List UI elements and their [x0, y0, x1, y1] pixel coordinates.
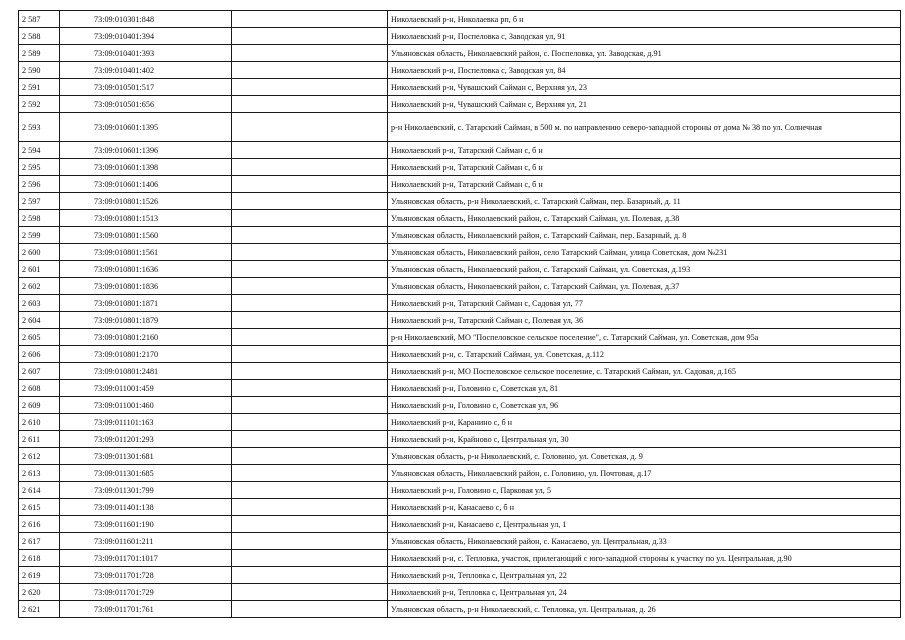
table-row: [19, 601, 901, 618]
row-number-cell: 2 611: [19, 431, 60, 448]
address-cell: Николаевский р-н, Каранино с, б н: [388, 414, 901, 431]
address-cell: Ульяновская область, р-н Николаевский, с. Головино, ул. Советская, д. 9: [388, 448, 901, 465]
address-cell: Ульяновская область, Николаевский район, с. Канасаево, ул. Центральная, д.33: [388, 533, 901, 550]
cadastral-number-cell: 73:09:010601:1395: [60, 113, 232, 142]
cadastral-number-cell: 73:09:011001:460: [60, 397, 232, 414]
row-number-cell: 2 613: [19, 465, 60, 482]
address-cell: Ульяновская область, Николаевский район, с. Татарский Сайман, ул. Полевая, д.37: [388, 278, 901, 295]
row-number-cell: 2 610: [19, 414, 60, 431]
table-row: [19, 79, 901, 96]
cadastral-number-cell: 73:09:010801:1560: [60, 227, 232, 244]
address-cell: Николаевский р-н, Татарский Сайман с, Садовая ул, 77: [388, 295, 901, 312]
empty-cell: [232, 79, 388, 96]
empty-cell: [232, 567, 388, 584]
empty-cell: [232, 45, 388, 62]
address-cell: Николаевский р-н, Татарский Сайман с, б н: [388, 159, 901, 176]
empty-cell: [232, 227, 388, 244]
row-number-cell: 2 594: [19, 142, 60, 159]
table-row: [19, 45, 901, 62]
empty-cell: [232, 346, 388, 363]
table-row: [19, 329, 901, 346]
row-number-cell: 2 609: [19, 397, 60, 414]
row-number-cell: 2 621: [19, 601, 60, 618]
cadastral-number-cell: 73:09:010801:2160: [60, 329, 232, 346]
cadastral-number-cell: 73:09:010801:1636: [60, 261, 232, 278]
cadastral-number-cell: 73:09:011301:681: [60, 448, 232, 465]
address-cell: Николаевский р-н, с. Тепловка, участок, прилегающий с юго-западной стороны к участку по ул. Центральная, д.90: [388, 550, 901, 567]
empty-cell: [232, 312, 388, 329]
address-cell: Николаевский р-н, Татарский Сайман с, б н: [388, 142, 901, 159]
address-cell: Николаевский р-н, Головино с, Советская ул, 81: [388, 380, 901, 397]
table-row: [19, 482, 901, 499]
table-row: [19, 465, 901, 482]
row-number-cell: 2 620: [19, 584, 60, 601]
empty-cell: [232, 244, 388, 261]
cadastral-number-cell: 73:09:011201:293: [60, 431, 232, 448]
address-cell: Николаевский р-н, с. Татарский Сайман, ул. Советская, д.112: [388, 346, 901, 363]
cadastral-number-cell: 73:09:010801:1526: [60, 193, 232, 210]
empty-cell: [232, 397, 388, 414]
cadastral-number-cell: 73:09:011301:685: [60, 465, 232, 482]
cadastral-number-cell: 73:09:010601:1406: [60, 176, 232, 193]
table-row: [19, 295, 901, 312]
address-cell: Николаевский р-н, Поспеловка с, Заводская ул, 84: [388, 62, 901, 79]
table-row: [19, 346, 901, 363]
address-cell: Ульяновская область, р-н Николаевский, с. Тепловка, ул. Центральная, д. 26: [388, 601, 901, 618]
table-row: [19, 278, 901, 295]
empty-cell: [232, 261, 388, 278]
table-row: [19, 28, 901, 45]
row-number-cell: 2 606: [19, 346, 60, 363]
table-row: [19, 113, 901, 142]
cadastral-number-cell: 73:09:010501:517: [60, 79, 232, 96]
cadastral-number-cell: 73:09:011701:728: [60, 567, 232, 584]
row-number-cell: 2 599: [19, 227, 60, 244]
empty-cell: [232, 62, 388, 79]
table-row: [19, 261, 901, 278]
address-cell: Николаевский р-н, Крайново с, Центральная ул, 30: [388, 431, 901, 448]
row-number-cell: 2 600: [19, 244, 60, 261]
row-number-cell: 2 592: [19, 96, 60, 113]
table-row: [19, 11, 901, 28]
table-row: [19, 312, 901, 329]
empty-cell: [232, 193, 388, 210]
empty-cell: [232, 278, 388, 295]
row-number-cell: 2 612: [19, 448, 60, 465]
row-number-cell: 2 614: [19, 482, 60, 499]
cadastral-number-cell: 73:09:011101:163: [60, 414, 232, 431]
address-cell: Николаевский р-н, Чувашский Сайман с, Верхняя ул, 21: [388, 96, 901, 113]
empty-cell: [232, 142, 388, 159]
empty-cell: [232, 414, 388, 431]
cadastral-number-cell: 73:09:010401:393: [60, 45, 232, 62]
cadastral-number-cell: 73:09:010801:1871: [60, 295, 232, 312]
register-body: [19, 11, 901, 618]
table-row: [19, 176, 901, 193]
table-row: [19, 227, 901, 244]
row-number-cell: 2 588: [19, 28, 60, 45]
address-cell: Николаевский р-н, Тепловка с, Центральная ул, 24: [388, 584, 901, 601]
address-cell: Николаевский р-н, Тепловка с, Центральная ул, 22: [388, 567, 901, 584]
empty-cell: [232, 448, 388, 465]
table-row: [19, 380, 901, 397]
table-row: [19, 448, 901, 465]
row-number-cell: 2 593: [19, 113, 60, 142]
empty-cell: [232, 601, 388, 618]
row-number-cell: 2 589: [19, 45, 60, 62]
empty-cell: [232, 516, 388, 533]
address-cell: Николаевский р-н, Канасаево с, Центральная ул, 1: [388, 516, 901, 533]
empty-cell: [232, 363, 388, 380]
cadastral-number-cell: 73:09:010801:1561: [60, 244, 232, 261]
address-cell: р-н Николаевский, с. Татарский Сайман, в 500 м. по направлению северо-западной стороны от дома № 38 по ул. Солнечная: [388, 113, 901, 142]
table-row: [19, 159, 901, 176]
cadastral-number-cell: 73:09:010401:394: [60, 28, 232, 45]
table-row: [19, 550, 901, 567]
row-number-cell: 2 619: [19, 567, 60, 584]
cadastral-number-cell: 73:09:010501:656: [60, 96, 232, 113]
cadastral-number-cell: 73:09:011601:190: [60, 516, 232, 533]
address-cell: Николаевский р-н, Николаевка рп, б н: [388, 11, 901, 28]
address-cell: Ульяновская область, р-н Николаевский, с. Татарский Сайман, пер. Базарный, д. 11: [388, 193, 901, 210]
row-number-cell: 2 587: [19, 11, 60, 28]
table-row: [19, 193, 901, 210]
address-cell: Николаевский р-н, Татарский Сайман с, б н: [388, 176, 901, 193]
cadastral-number-cell: 73:09:010801:2170: [60, 346, 232, 363]
table-row: [19, 516, 901, 533]
table-row: [19, 584, 901, 601]
address-cell: Николаевский р-н, Головино с, Парковая ул, 5: [388, 482, 901, 499]
address-cell: Ульяновская область, Николаевский район, с. Татарский Сайман, пер. Базарный, д. 8: [388, 227, 901, 244]
row-number-cell: 2 616: [19, 516, 60, 533]
empty-cell: [232, 176, 388, 193]
row-number-cell: 2 598: [19, 210, 60, 227]
table-row: [19, 499, 901, 516]
document-sheet: [18, 10, 901, 618]
table-row: [19, 363, 901, 380]
table-row: [19, 244, 901, 261]
table-row: [19, 96, 901, 113]
table-row: [19, 62, 901, 79]
cadastral-number-cell: 73:09:011701:1017: [60, 550, 232, 567]
empty-cell: [232, 499, 388, 516]
empty-cell: [232, 295, 388, 312]
address-cell: Ульяновская область, Николаевский район, с. Головино, ул. Почтовая, д.17: [388, 465, 901, 482]
cadastral-number-cell: 73:09:011001:459: [60, 380, 232, 397]
address-cell: Николаевский р-н, Канасаево с, б н: [388, 499, 901, 516]
table-row: [19, 397, 901, 414]
empty-cell: [232, 28, 388, 45]
register-table: [18, 10, 901, 618]
cadastral-number-cell: 73:09:010801:2481: [60, 363, 232, 380]
row-number-cell: 2 608: [19, 380, 60, 397]
row-number-cell: 2 602: [19, 278, 60, 295]
empty-cell: [232, 210, 388, 227]
empty-cell: [232, 465, 388, 482]
cadastral-number-cell: 73:09:010401:402: [60, 62, 232, 79]
empty-cell: [232, 11, 388, 28]
cadastral-number-cell: 73:09:011701:729: [60, 584, 232, 601]
address-cell: Николаевский р-н, Поспеловка с, Заводская ул, 91: [388, 28, 901, 45]
table-row: [19, 414, 901, 431]
address-cell: Николаевский р-н, Татарский Сайман с, Полевая ул, 36: [388, 312, 901, 329]
row-number-cell: 2 591: [19, 79, 60, 96]
table-row: [19, 431, 901, 448]
address-cell: Николаевский р-н, Чувашский Сайман с, Верхняя ул, 23: [388, 79, 901, 96]
empty-cell: [232, 380, 388, 397]
cadastral-number-cell: 73:09:011301:799: [60, 482, 232, 499]
address-cell: Николаевский р-н, Головино с, Советская ул, 96: [388, 397, 901, 414]
cadastral-number-cell: 73:09:010301:848: [60, 11, 232, 28]
row-number-cell: 2 603: [19, 295, 60, 312]
row-number-cell: 2 618: [19, 550, 60, 567]
cadastral-number-cell: 73:09:010601:1398: [60, 159, 232, 176]
table-row: [19, 142, 901, 159]
row-number-cell: 2 605: [19, 329, 60, 346]
row-number-cell: 2 617: [19, 533, 60, 550]
row-number-cell: 2 590: [19, 62, 60, 79]
address-cell: Ульяновская область, Николаевский район, село Татарский Сайман, улица Советская, дом №231: [388, 244, 901, 261]
row-number-cell: 2 601: [19, 261, 60, 278]
cadastral-number-cell: 73:09:010801:1836: [60, 278, 232, 295]
address-cell: Николаевский р-н, МО Поспеловское сельское поселение, с. Татарский Сайман, ул. Садовая, д.165: [388, 363, 901, 380]
row-number-cell: 2 607: [19, 363, 60, 380]
table-row: [19, 210, 901, 227]
row-number-cell: 2 615: [19, 499, 60, 516]
table-row: [19, 567, 901, 584]
empty-cell: [232, 96, 388, 113]
empty-cell: [232, 431, 388, 448]
address-cell: Ульяновская область, Николаевский район, с. Поспеловка, ул. Заводская, д.91: [388, 45, 901, 62]
address-cell: Ульяновская область, Николаевский район, с. Татарский Сайман, ул. Советская, д.193: [388, 261, 901, 278]
address-cell: р-н Николаевский, МО "Поспеловское сельское поселение", с. Татарский Сайман, ул. Советская, дом 95а: [388, 329, 901, 346]
cadastral-number-cell: 73:09:011601:211: [60, 533, 232, 550]
empty-cell: [232, 584, 388, 601]
empty-cell: [232, 533, 388, 550]
empty-cell: [232, 482, 388, 499]
table-row: [19, 533, 901, 550]
cadastral-number-cell: 73:09:010801:1879: [60, 312, 232, 329]
address-cell: Ульяновская область, Николаевский район, с. Татарский Сайман, ул. Полевая, д.38: [388, 210, 901, 227]
row-number-cell: 2 597: [19, 193, 60, 210]
empty-cell: [232, 329, 388, 346]
cadastral-number-cell: 73:09:010601:1396: [60, 142, 232, 159]
row-number-cell: 2 604: [19, 312, 60, 329]
empty-cell: [232, 113, 388, 142]
cadastral-number-cell: 73:09:011701:761: [60, 601, 232, 618]
empty-cell: [232, 550, 388, 567]
row-number-cell: 2 596: [19, 176, 60, 193]
empty-cell: [232, 159, 388, 176]
cadastral-number-cell: 73:09:010801:1513: [60, 210, 232, 227]
cadastral-number-cell: 73:09:011401:138: [60, 499, 232, 516]
row-number-cell: 2 595: [19, 159, 60, 176]
